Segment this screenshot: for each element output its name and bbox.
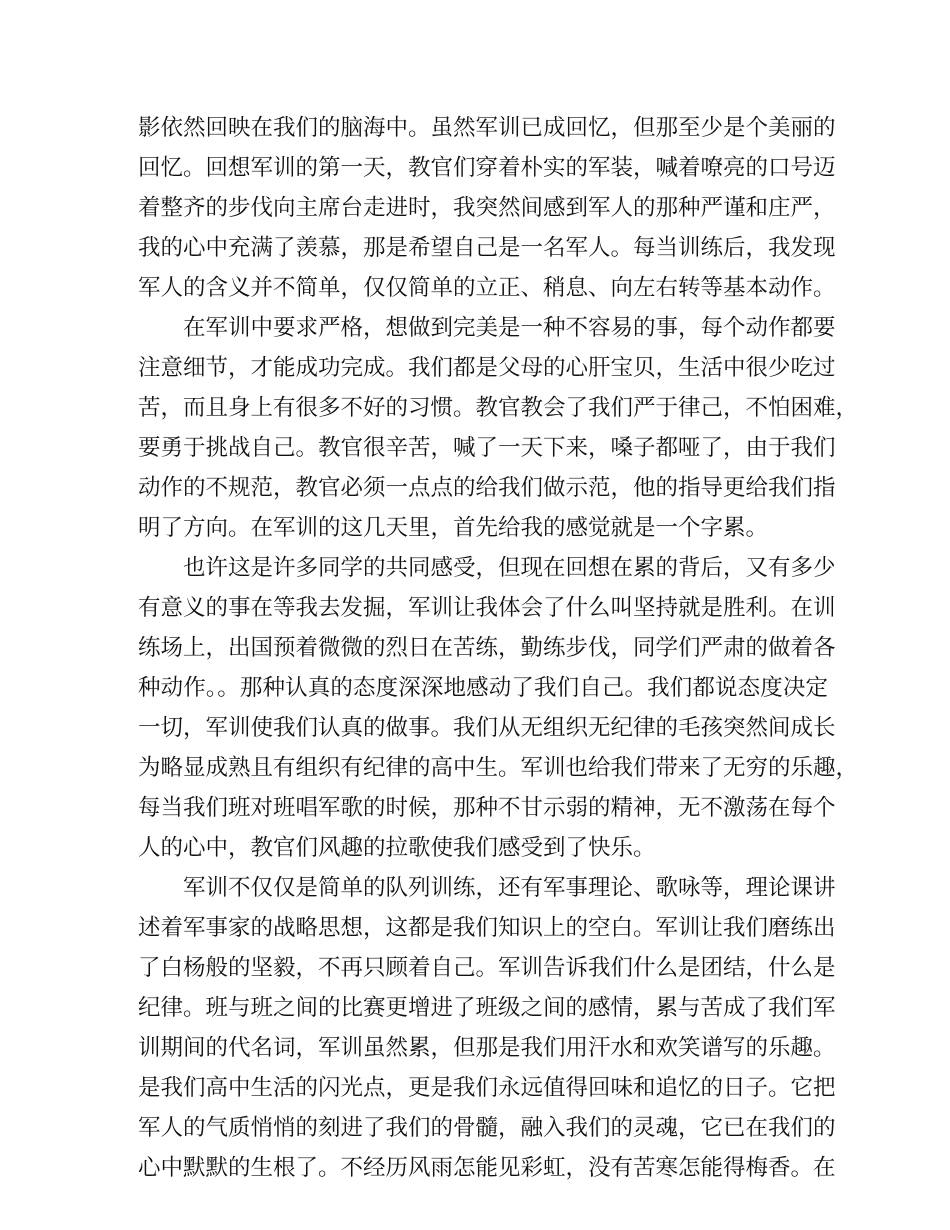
paragraph-4-line-5: 训期间的代名词，军训虽然累，但那是我们用汗水和欢笑谱写的乐趣。 (138, 1035, 836, 1061)
paragraph-1-line-3: 着整齐的步伐向主席台走进时，我突然间感到军人的那种严谨和庄严， (138, 195, 836, 221)
paragraph-1-line-4: 我的心中充满了羡慕，那是希望自己是一名军人。每当训练后，我发现 (138, 235, 836, 261)
paragraph-2-line-1: 在军训中要求严格，想做到完美是一种不容易的事，每个动作都要 (183, 315, 836, 341)
paragraph-3-line-3: 练场上，出国预着微微的烈日在苦练，勤练步伐，同学们严肃的做着各 (138, 635, 836, 661)
paragraph-4-line-7: 军人的气质悄悄的刻进了我们的骨髓，融入我们的灵魂，它已在我们的 (138, 1115, 836, 1141)
paragraph-3-line-7: 每当我们班对班唱军歌的时候，那种不甘示弱的精神，无不激荡在每个 (138, 795, 836, 821)
paragraph-3-line-6: 为略显成熟且有组织有纪律的高中生。军训也给我们带来了无穷的乐趣， (138, 755, 859, 781)
paragraph-4-line-2: 述着军事家的战略思想，这都是我们知识上的空白。军训让我们磨练出 (138, 915, 836, 941)
paragraph-4-line-6: 是我们高中生活的闪光点，更是我们永远值得回味和追忆的日子。它把 (138, 1075, 836, 1101)
paragraph-4-line-1: 军训不仅仅是简单的队列训练，还有军事理论、歌咏等，理论课讲 (183, 875, 836, 901)
paragraph-4-line-8: 心中默默的生根了。不经历风雨怎能见彩虹，没有苦寒怎能得梅香。在 (138, 1155, 836, 1181)
paragraph-3-line-4: 种动作。。那种认真的态度深深地感动了我们自己。我们都说态度决定 (138, 675, 828, 701)
paragraph-1-line-1: 影依然回映在我们的脑海中。虽然军训已成回忆，但那至少是个美丽的 (138, 115, 836, 141)
paragraph-3-line-1: 也许这是许多同学的共同感受，但现在回想在累的背后，又有多少 (183, 555, 836, 581)
paragraph-2-line-6: 明了方向。在军训的这几天里，首先给我的感觉就是一个字累。 (138, 515, 769, 541)
paragraph-4-line-3: 了白杨般的坚毅，不再只顾着自己。军训告诉我们什么是团结，什么是 (138, 955, 836, 981)
paragraph-3-line-2: 有意义的事在等我去发掘，军训让我体会了什么叫坚持就是胜利。在训 (138, 595, 836, 621)
paragraph-3-line-5: 一切，军训使我们认真的做事。我们从无组织无纪律的毛孩突然间成长 (138, 715, 836, 741)
paragraph-2-line-2: 注意细节，才能成功完成。我们都是父母的心肝宝贝，生活中很少吃过 (138, 355, 836, 381)
document-body (138, 108, 859, 1188)
paragraph-2-line-3: 苦，而且身上有很多不好的习惯。教官教会了我们严于律己，不怕困难， (138, 395, 859, 421)
paragraph-2-line-5: 动作的不规范，教官必须一点点的给我们做示范，他的指导更给我们指 (138, 475, 836, 501)
paragraph-4-line-4: 纪律。班与班之间的比赛更增进了班级之间的感情，累与苦成了我们军 (138, 995, 836, 1021)
paragraph-3-line-8: 人的心中，教官们风趣的拉歌使我们感受到了快乐。 (138, 835, 656, 861)
paragraph-1-line-5: 军人的含义并不简单，仅仅简单的立正、稍息、向左右转等基本动作。 (138, 275, 836, 301)
paragraph-2-line-4: 要勇于挑战自己。教官很辛苦，喊了一天下来，嗓子都哑了，由于我们 (138, 435, 836, 461)
paragraph-1-line-2: 回忆。回想军训的第一天，教官们穿着朴实的军装，喊着嘹亮的口号迈 (138, 155, 836, 181)
